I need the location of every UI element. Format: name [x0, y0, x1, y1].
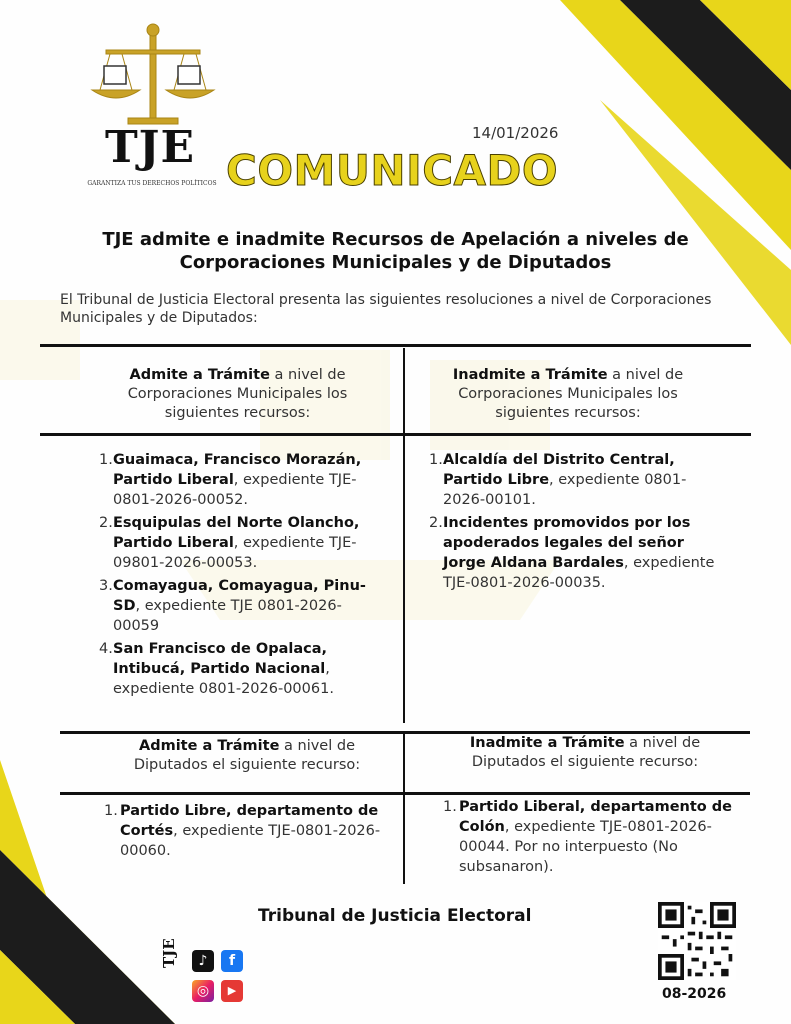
item-bold: Comayagua, Comayagua, Pinu-SD [113, 578, 366, 614]
list-item [429, 513, 719, 593]
item-number: 3. [99, 578, 113, 594]
logo-tagline: GARANTIZA TUS DERECHOS POLÍTICOS [87, 180, 217, 187]
item-rest: , expediente 0801-2026-00101. [443, 472, 687, 508]
diputados-admite-heading [112, 737, 382, 775]
banner-title: COMUNICADO [226, 146, 559, 195]
item-rest: , expediente TJE-09801-2026-00053. [113, 535, 357, 571]
item-number: 1. [99, 452, 113, 468]
item-bold: Partido Libre, departamento de Cortés [120, 803, 379, 839]
divider-top [40, 344, 751, 347]
diputados-inadmite-heading [450, 734, 720, 772]
diputados-inadmite-heading-bold: Inadmite a Trámite [469, 735, 625, 751]
item-rest: , expediente TJE-0801-2026-00035. [443, 555, 715, 591]
item-rest: , expediente TJE-0801-2026-00044. Por no interpuesto (No subsanaron). [459, 819, 712, 875]
date: 14/01/2026 [472, 124, 559, 142]
item-number: 1. [443, 799, 457, 815]
list-item [104, 801, 386, 861]
municipal-admite-list [99, 450, 381, 702]
municipal-inadmite-list [429, 450, 719, 596]
municipal-inadmite-heading-rest: a nivel de Corporaciones Municipales los siguientes recursos: [458, 367, 684, 421]
item-number: 1. [104, 803, 118, 819]
diputados-inadmite-list [443, 797, 739, 880]
qr-code[interactable] [658, 902, 736, 980]
divider-vertical-diputados [403, 734, 405, 884]
diputados-admite-list [104, 801, 386, 864]
item-bold: Esquipulas del Norte Olancho, Partido Liberal [113, 515, 360, 551]
municipal-admite-heading-rest: a nivel de Corporaciones Municipales los siguientes recursos: [127, 367, 348, 421]
item-bold: Partido Liberal, departamento de Colón [459, 799, 733, 835]
divider-vertical-municipal [403, 348, 405, 723]
footer-brand: TJE [160, 938, 178, 968]
item-rest: , expediente 0801-2026-00061. [113, 661, 334, 697]
list-item [99, 639, 381, 699]
youtube-icon[interactable]: ▶ [221, 980, 243, 1002]
item-rest: , expediente TJE-0801-2026-00060. [120, 823, 381, 859]
logo-wordmark: TJE [104, 122, 196, 173]
divider-municipal-header [40, 433, 751, 436]
document-code: 08-2026 [662, 986, 727, 1002]
municipal-admite-heading-bold: Admite a Trámite [129, 367, 270, 383]
list-item [429, 450, 719, 510]
instagram-icon[interactable]: ◎ [192, 980, 214, 1002]
list-item [99, 576, 381, 636]
tiktok-icon[interactable]: ♪ [192, 950, 214, 972]
item-number: 4. [99, 641, 113, 657]
intro-paragraph: El Tribunal de Justicia Electoral presenta las siguientes resoluciones a nivel de Corporaciones Municipales y de Diputados: [60, 292, 712, 326]
list-item [99, 450, 381, 510]
diputados-admite-heading-rest: a nivel de Diputados el siguiente recurso: [133, 738, 361, 773]
item-bold: Guaimaca, Francisco Morazán, Partido Liberal [113, 452, 362, 488]
diputados-admite-heading-bold: Admite a Trámite [139, 738, 280, 754]
list-item [99, 513, 381, 573]
diputados-inadmite-heading-rest: a nivel de Diputados el siguiente recurso: [471, 735, 701, 770]
headline: TJE admite e inadmite Recursos de Apelación a niveles de Corporaciones Municipales y de Diputados [102, 229, 689, 273]
footer-title: Tribunal de Justicia Electoral [258, 906, 532, 926]
facebook-icon[interactable]: f [221, 950, 243, 972]
item-rest: , expediente TJE-0801-2026-00052. [113, 472, 357, 508]
municipal-inadmite-heading [430, 366, 706, 423]
municipal-inadmite-heading-bold: Inadmite a Trámite [452, 367, 608, 383]
item-bold: San Francisco de Opalaca, Intibucá, Partido Nacional [113, 641, 328, 677]
item-number: 2. [429, 515, 443, 531]
item-bold: Incidentes promovidos por los apoderados legales del señor Jorge Aldana Bardales [443, 515, 691, 571]
item-number: 1. [429, 452, 443, 468]
municipal-admite-heading [100, 366, 375, 423]
list-item [443, 797, 739, 877]
item-bold: Alcaldía del Distrito Central, Partido Libre [443, 452, 675, 488]
divider-diputados-header [60, 792, 750, 795]
item-rest: , expediente TJE 0801-2026-00059 [113, 598, 342, 634]
item-number: 2. [99, 515, 113, 531]
